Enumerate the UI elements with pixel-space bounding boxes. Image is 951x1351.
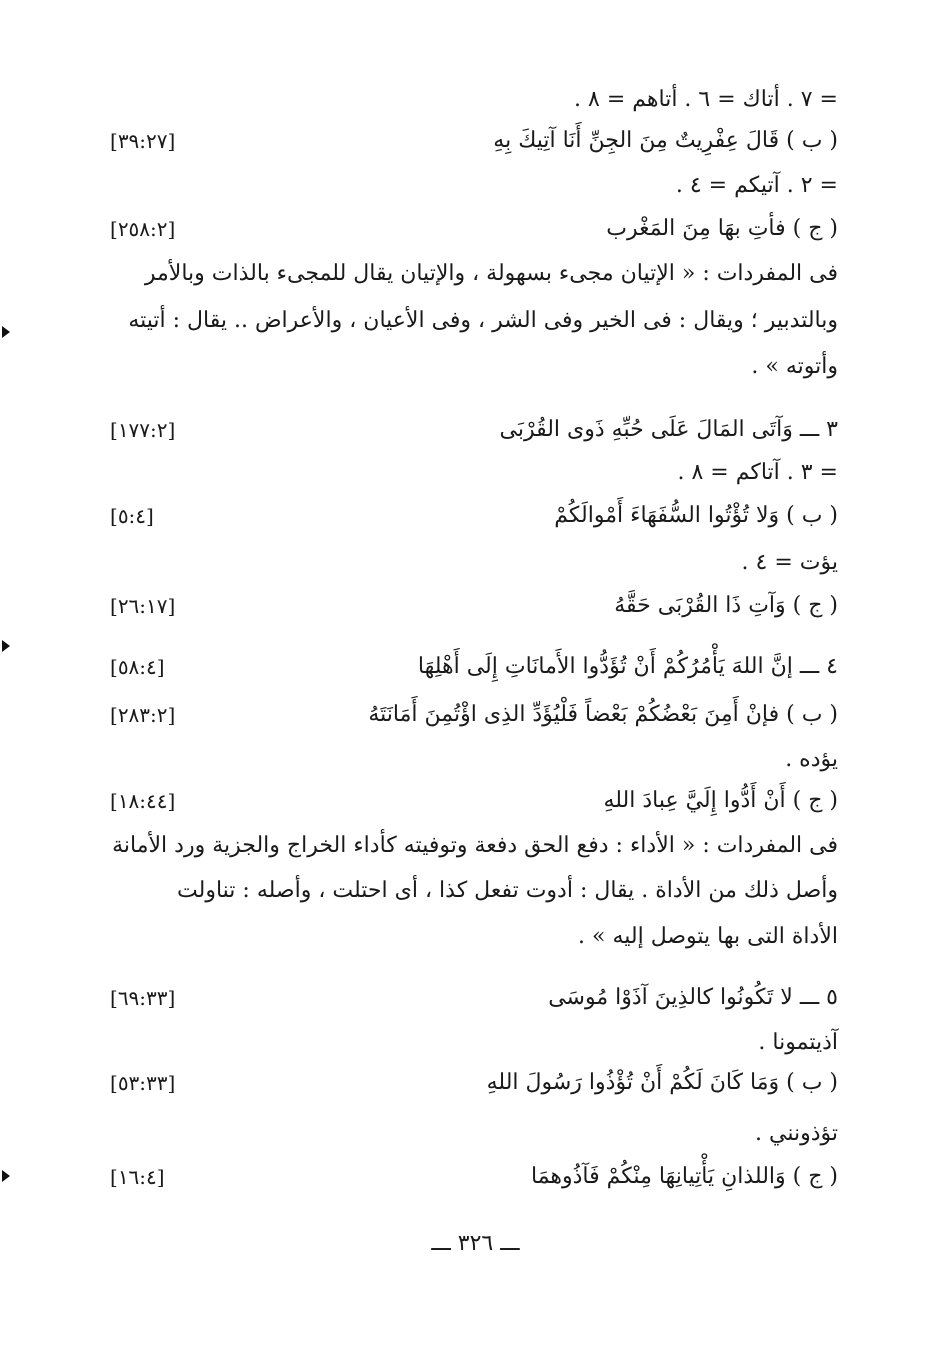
verse-reference: [٥٨:٤] — [110, 655, 165, 679]
line-text: وأتوته » . — [751, 354, 838, 379]
line-text: ( ب ) قَالَ عِفْرِيتٌ مِنَ الجِنِّ أَنَا آتِيكَ بِهِ — [493, 128, 838, 153]
text-line — [110, 1061, 838, 1105]
line-text: فى المفردات : « الإتيان مجىء بسهولة ، والإتيان يقال للمجىء بالذات وبالأمر — [144, 261, 838, 286]
line-text: ( ب ) وَمَا كَانَ لَكُمْ أَنْ تُؤْذُوا رَسُولَ اللهِ — [486, 1070, 838, 1095]
line-text: = ٧ . أتاك = ٦ . أتاهم = ٨ . — [574, 87, 838, 112]
text-line — [110, 915, 838, 959]
text-line — [110, 541, 838, 585]
line-text: ( ج ) أَنْ أَدُّوا إِلَيَّ عِبادَ اللهِ — [603, 788, 838, 813]
text-line — [110, 494, 838, 538]
verse-reference: [٥:٤] — [110, 504, 154, 528]
line-text: ٥ ـــ لا تَكُونُوا كالذِينَ آذَوْا مُوسَى — [548, 985, 838, 1010]
text-line — [110, 693, 838, 737]
verse-reference: [٣٩:٢٧] — [110, 129, 176, 153]
text-line — [110, 78, 838, 122]
line-text: فى المفردات : « الأداء : دفع الحق دفعة وتوفيته كأداء الخراج والجزية ورد الأمانة — [112, 833, 838, 858]
line-text: ( ج ) وَاللذانِ يَأْتِيانِهَا مِنْكُمْ فَآذُوهمَا — [530, 1164, 838, 1189]
page-number: ـــ ٣٢٦ ـــ — [431, 1231, 520, 1256]
line-text: يؤت = ٤ . — [741, 550, 838, 575]
text-line — [110, 451, 838, 495]
verse-reference: [٢٥٨:٢] — [110, 217, 176, 241]
text-line — [110, 299, 838, 343]
line-text: تؤذونني . — [755, 1121, 838, 1146]
margin-mark — [2, 1170, 10, 1182]
margin-mark — [2, 640, 10, 652]
line-text: ( ج ) وَآتِ ذَا القُرْبَى حَقَّهُ — [614, 593, 838, 618]
text-line — [110, 976, 838, 1020]
text-line — [110, 164, 838, 208]
text-line — [110, 252, 838, 296]
text-line — [110, 738, 838, 782]
verse-reference: [١٦:٤] — [110, 1165, 165, 1189]
verse-reference: [١٧٧:٢] — [110, 418, 176, 442]
line-text: = ٢ . آتيكم = ٤ . — [675, 173, 838, 198]
line-text: ( ج ) فأتِ بهَا مِنَ المَغْرب — [606, 216, 838, 241]
line-text: ( ب ) فإنْ أَمِنَ بَعْضُكُمْ بَعْضاً فَلْيُؤَدِّ الذِى اؤْتُمِنَ أَمَانَتَهُ — [368, 702, 838, 727]
verse-reference: [٦٩:٣٣] — [110, 986, 176, 1010]
text-line — [110, 345, 838, 389]
text-line — [110, 1021, 838, 1065]
line-text: = ٣ . آتاكم = ٨ . — [677, 460, 838, 485]
text-line — [110, 645, 838, 689]
text-line — [110, 408, 838, 452]
line-text: وأصل ذلك من الأداة . يقال : أدوت تفعل كذا ، أى احتلت ، وأصله : تناولت — [177, 878, 838, 903]
text-line — [110, 584, 838, 628]
line-text: الأداة التى بها يتوصل إليه » . — [578, 924, 838, 949]
margin-mark — [2, 326, 10, 338]
line-text: ٤ ـــ إنَّ اللهَ يَأْمُرُكُمْ أَنْ تُؤَدُّوا الأَمانَاتِ إِلَى أَهْلِهَا — [417, 654, 838, 679]
line-text: ٣ ـــ وَآتَى المَالَ عَلَى حُبِّهِ ذَوى القُرْبَى — [499, 417, 838, 442]
text-line — [110, 779, 838, 823]
verse-reference: [٥٣:٣٣] — [110, 1071, 176, 1095]
text-line — [110, 207, 838, 251]
text-line — [110, 869, 838, 913]
line-text: آذيتمونا . — [758, 1030, 838, 1055]
line-text: يؤده . — [785, 747, 838, 772]
verse-reference: [٢٨٣:٢] — [110, 703, 176, 727]
verse-reference: [١٨:٤٤] — [110, 789, 176, 813]
line-text: ( ب ) وَلا تُؤْتُوا السُّفَهَاءَ أَمْوالَكُمْ — [554, 503, 838, 528]
line-text: وبالتدبير ؛ ويقال : فى الخير وفى الشر ، وفى الأعيان ، والأعراض .. يقال : أتيته — [128, 308, 838, 333]
verse-reference: [٢٦:١٧] — [110, 594, 176, 618]
text-line — [110, 119, 838, 163]
text-line — [110, 1112, 838, 1156]
text-line — [110, 824, 838, 868]
text-line — [110, 1155, 838, 1199]
